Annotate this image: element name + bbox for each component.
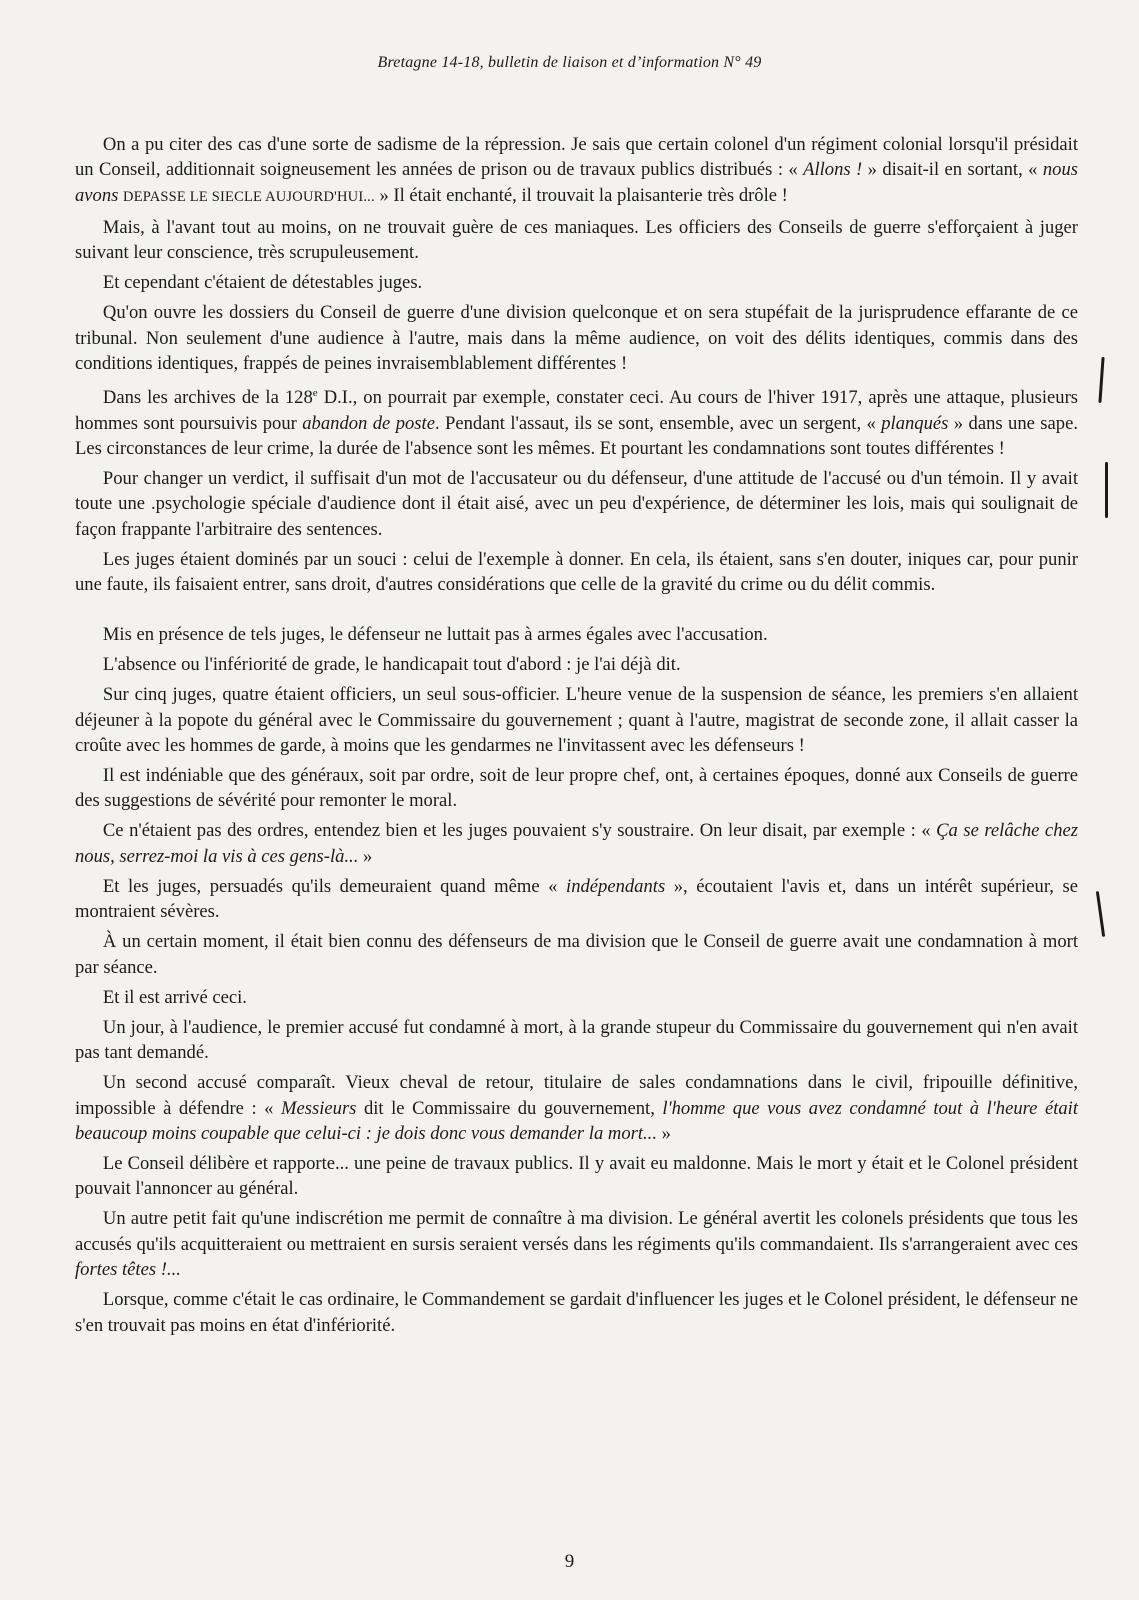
paragraph: Et les juges, persuadés qu'ils demeuraient quand même « indépendants », écoutaient l'avis et, dans un intérêt supérieur, se montraient sévères. bbox=[75, 875, 1078, 923]
paragraph: Mais, à l'avant tout au moins, on ne trouvait guère de ces maniaques. Les officiers des Conseils de guerre s'efforçaient à juger suivant leur conscience, très scrupuleusement. bbox=[75, 216, 1078, 264]
paragraph: Le Conseil délibère et rapporte... une peine de travaux publics. Il y avait eu maldonne. Mais le mort y était et le Colonel président pouvait l'annoncer au général. bbox=[75, 1152, 1078, 1200]
paragraph: Les juges étaient dominés par un souci : celui de l'exemple à donner. En cela, ils étaient, sans s'en douter, iniques car, pour punir une faute, ils faisaient entrer, sans droit, d'autres considérations que celle de la gravité du crime ou du délit commis. bbox=[75, 548, 1078, 596]
paragraph: Il est indéniable que des généraux, soit par ordre, soit de leur propre chef, ont, à certaines époques, donné aux Conseils de guerre des suggestions de sévérité pour remonter le moral. bbox=[75, 765, 1078, 812]
paragraph: Sur cinq juges, quatre étaient officiers, un seul sous-officier. L'heure venue de la suspension de séance, les premiers s'en allaient déjeuner à la popote du général avec le Commissaire du gouvernement ; quant à l'autre, magistrat de seconde zone, il allait casser la croûte avec les hommes de garde, à moins que les gendarmes ne l'invitassent avec les défenseurs ! bbox=[75, 684, 1078, 757]
paragraph: À un certain moment, il était bien connu des défenseurs de ma division que le Conseil de guerre avait une condamnation à mort par séance. bbox=[75, 931, 1078, 978]
running-header: Bretagne 14-18, bulletin de liaison et d’information N° 49 bbox=[377, 54, 762, 71]
section-gap bbox=[75, 602, 1078, 622]
paragraph: Mis en présence de tels juges, le défenseur ne luttait pas à armes égales avec l'accusation. bbox=[102, 624, 768, 646]
page-number: 9 bbox=[564, 1551, 575, 1572]
article-body bbox=[75, 132, 1078, 1343]
paragraph: Un jour, à l'audience, le premier accusé fut condamné à mort, à la grande stupeur du Commissaire du gouvernement qui n'en avait pas tant demandé. bbox=[75, 1016, 1078, 1064]
paragraph: L'absence ou l'infériorité de grade, le handicapait tout d'abord : je l'ai déjà dit. bbox=[102, 654, 681, 676]
margin-mark bbox=[1105, 462, 1108, 518]
paragraph: Et il est arrivé ceci. bbox=[102, 986, 247, 1008]
paragraph: Pour changer un verdict, il suffisait d'un mot de l'accusateur ou du défenseur, d'une attitude de l'accusé ou d'un témoin. Il y avait toute une .psychologie spéciale d'audience dont il était aisé, avec un peu d'expérience, de déterminer les lois, mais qui soulignait de façon frappante l'arbitraire des sentences. bbox=[75, 468, 1078, 540]
paragraph: Ce n'étaient pas des ordres, entendez bien et les juges pouvaient s'y soustraire. On leur disait, par exemple : « Ça se relâche chez nous, serrez-moi la vis à ces gens-là... » bbox=[75, 820, 1078, 867]
paragraph: Un autre petit fait qu'une indiscrétion me permit de connaître à ma division. Le général avertit les colonels présidents que tous les accusés qu'ils acquitteraient ou mettraient en sursis seraient versés dans les régiments qu'ils commandaient. Ils s'arrangeraient avec ces fortes têtes !... bbox=[75, 1208, 1078, 1281]
paragraph: On a pu citer des cas d'une sorte de sadisme de la répression. Je sais que certain colonel d'un régiment colonial lorsqu'il présidait un Conseil, additionnait soigneusement les années de prison ou de travaux publics distribués : « Allons ! » disait-il en sortant, « nous avons DEPASSE LE SIECLE AUJOURD'HUI... » Il était enchanté, il trouvait la plaisanterie très drôle ! bbox=[75, 134, 1078, 206]
paragraph: Et cependant c'étaient de détestables juges. bbox=[102, 272, 423, 294]
margin-mark bbox=[1096, 891, 1105, 937]
paragraph: Un second accusé comparaît. Vieux cheval de retour, titulaire de sales condamnations dans le civil, fripouille définitive, impossible à défendre : « Messieurs dit le Commissaire du gouvernement, l'homme que vous avez condamné tout à l'heure était beaucoup moins coupable que celui-ci : je dois donc vous demander la mort... » bbox=[75, 1072, 1078, 1144]
margin-mark bbox=[1098, 357, 1104, 403]
paragraph: Qu'on ouvre les dossiers du Conseil de guerre d'une division quelconque et on sera stupéfait de la jurisprudence effarante de ce tribunal. Non seulement d'une audience à l'autre, mais dans la même audience, on voit des délits identiques, commis dans des conditions identiques, frappés de peines invraisemblablement différentes ! bbox=[75, 302, 1078, 375]
paragraph: Lorsque, comme c'était le cas ordinaire, le Commandement se gardait d'influencer les juges et le Colonel président, le défenseur ne s'en trouvait pas moins en état d'infériorité. bbox=[75, 1289, 1078, 1336]
paragraph: Dans les archives de la 128e D.I., on pourrait par exemple, constater ceci. Au cours de l'hiver 1917, après une attaque, plusieurs hommes sont poursuivis pour abandon de poste. Pendant l'assaut, ils se sont, ensemble, avec un sergent, « planqués » dans une sape. Les circonstances de leur crime, la durée de l'absence sont les mêmes. Et pourtant les condamnations sont toutes différentes ! bbox=[75, 387, 1078, 460]
